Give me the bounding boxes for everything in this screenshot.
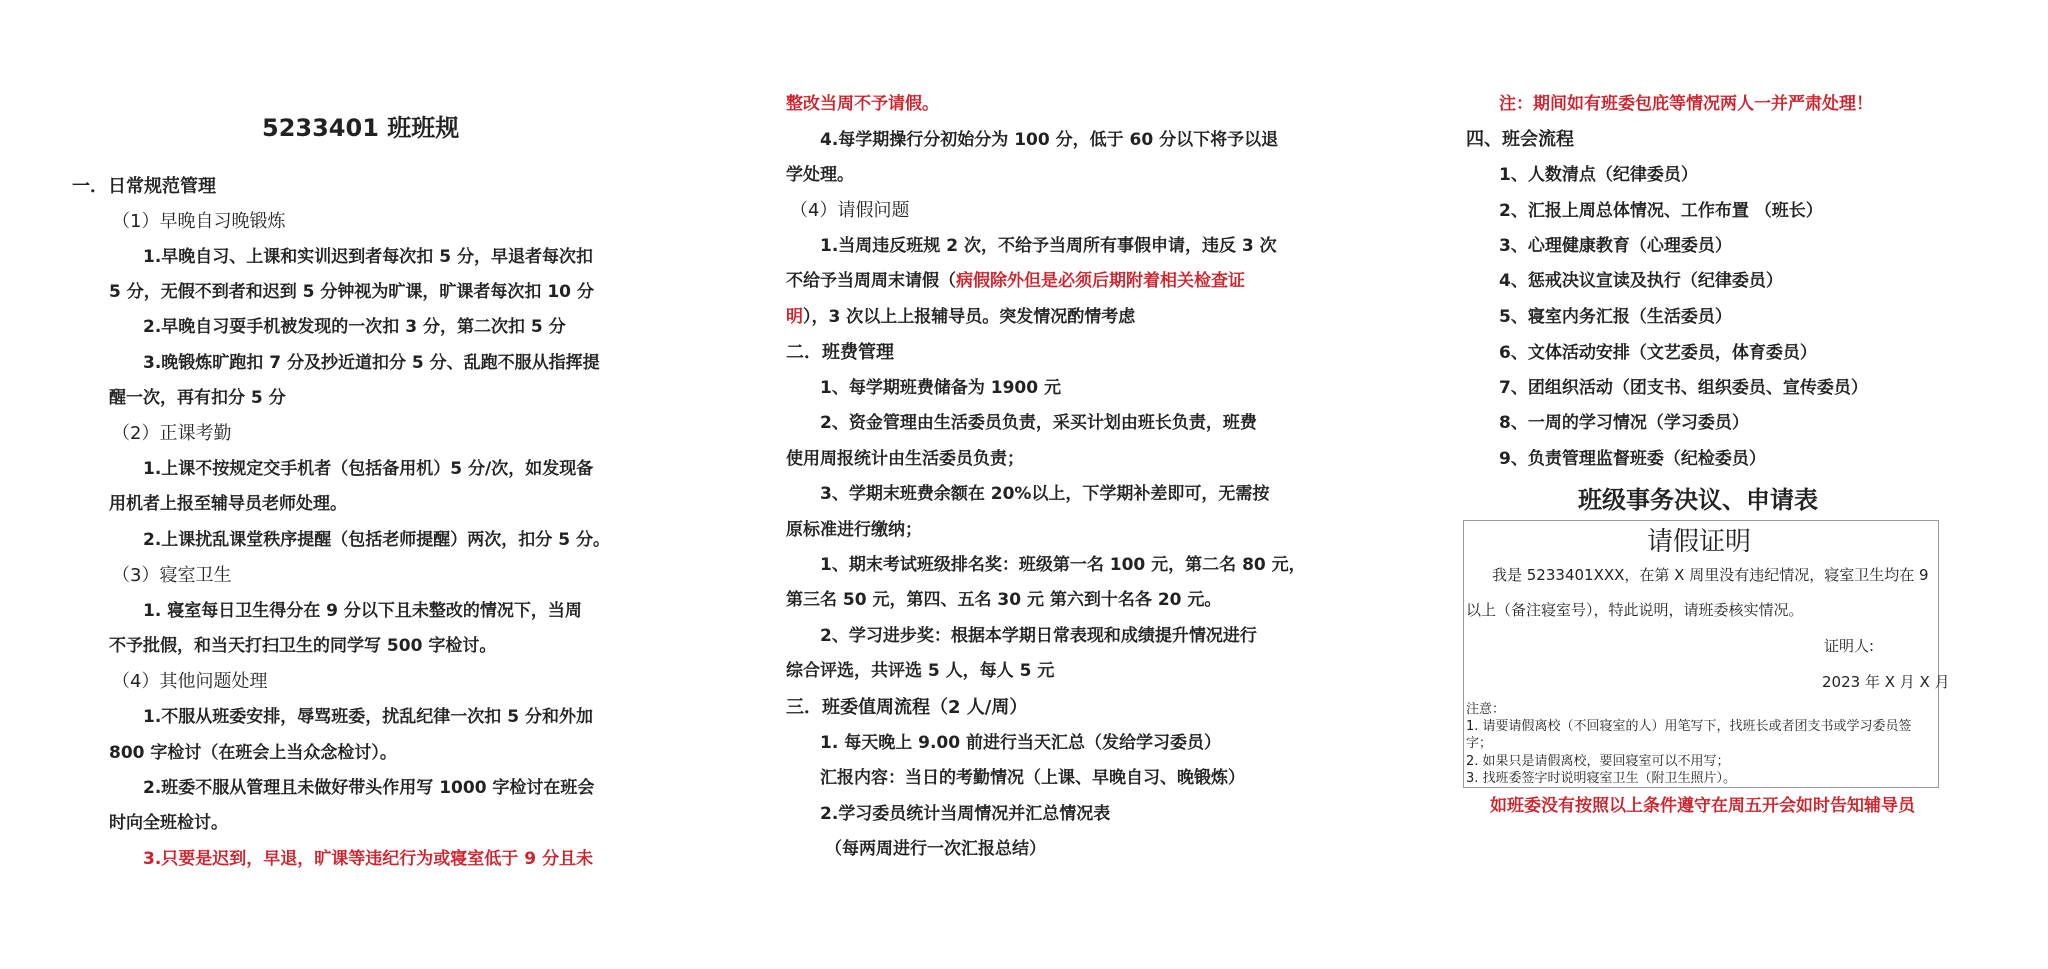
form-date: 2023 年 X 月 X 月 xyxy=(1822,673,1950,691)
meeting-step: 4、惩戒决议宣读及执行（纪律委员） xyxy=(1499,271,1783,291)
duty-step: 2.学习委员统计当周情况并汇总情况表 xyxy=(820,804,1111,824)
rule-text-highlight: 明 xyxy=(786,307,803,327)
section-heading-2: 二．班费管理 xyxy=(786,342,894,363)
duty-step: 汇报内容：当日的考勤情况（上课、早晚自习、晚锻炼） xyxy=(820,768,1245,788)
form-signer: 证明人: xyxy=(1824,637,1875,655)
form-body-text: 以上（备注寝室号），特此说明，请班委核实情况。 xyxy=(1466,601,1804,619)
subsection-heading: （4）其他问题处理 xyxy=(112,671,268,692)
rule-text xyxy=(786,269,1245,293)
meeting-step: 6、文体活动安排（文艺委员，体育委员） xyxy=(1499,343,1817,363)
fee-rule: 使用周报统计由生活委员负责； xyxy=(786,449,1024,469)
rule-text: 用机者上报至辅导员老师处理。 xyxy=(109,494,347,514)
form-title: 请假证明 xyxy=(1647,527,1752,557)
fee-rule: 2、学习进步奖：根据本学期日常表现和成绩提升情况进行 xyxy=(820,626,1257,646)
meeting-step: 1、人数清点（纪律委员） xyxy=(1499,165,1698,185)
rule-text xyxy=(786,305,1135,329)
section-heading-1: 一．日常规范管理 xyxy=(72,176,216,197)
subsection-heading: （4）请假问题 xyxy=(790,200,910,221)
rule-text: 2.班委不服从管理且未做好带头作用写 1000 字检讨在班会 xyxy=(143,778,595,798)
rule-text-highlight: 病假除外但是必须后期附着相关检查证 xyxy=(956,271,1245,291)
rule-text: 学处理。 xyxy=(786,165,854,185)
meeting-step: 5、寝室内务汇报（生活委员） xyxy=(1499,307,1732,327)
form-note: 2. 如果只是请假离校，要回寝室可以不用写； xyxy=(1466,754,1730,769)
rule-text: 1.不服从班委安排，辱骂班委，扰乱纪律一次扣 5 分和外加 xyxy=(143,707,593,727)
fee-rule: 1、每学期班费储备为 1900 元 xyxy=(820,378,1061,398)
meeting-step: 8、一周的学习情况（学习委员） xyxy=(1499,413,1749,433)
meeting-step: 7、团组织活动（团支书、组织委员、宣传委员） xyxy=(1499,378,1868,398)
meeting-step: 3、心理健康教育（心理委员） xyxy=(1499,236,1732,256)
rule-text: 1.早晚自习、上课和实训迟到者每次扣 5 分，早退者每次扣 xyxy=(143,247,593,267)
rule-text-part: 不给予当周周末请假（ xyxy=(786,271,956,291)
leave-certificate-form xyxy=(1463,520,1950,788)
rule-text: 3.晚锻炼旷跑扣 7 分及抄近道扣分 5 分、乱跑不服从指挥提 xyxy=(143,353,600,373)
fee-rule: 原标准进行缴纳； xyxy=(786,520,922,540)
form-body-text: 我是 5233401XXX，在第 X 周里没有违纪情况，寝室卫生均在 9 xyxy=(1492,566,1929,584)
bottom-warning: 如班委没有按照以上条件遵守在周五开会如时告知辅导员 xyxy=(1490,796,1915,816)
subsection-heading: （1）早晚自习晚锻炼 xyxy=(112,211,286,232)
rule-text: 4.每学期操行分初始分为 100 分，低于 60 分以下将予以退 xyxy=(820,130,1279,150)
fee-rule: 第三名 50 元，第四、五名 30 元 第六到十名各 20 元。 xyxy=(786,590,1222,610)
rule-text: 1.上课不按规定交手机者（包括备用机）5 分/次，如发现备 xyxy=(143,459,594,479)
rule-text-highlight: 整改当周不予请假。 xyxy=(786,94,939,114)
form-note: 3. 找班委签字时说明寝室卫生（附卫生照片）。 xyxy=(1466,771,1737,786)
rule-text: 800 字检讨（在班会上当众念检讨）。 xyxy=(109,743,397,763)
meeting-step: 2、汇报上周总体情况、工作布置 （班长） xyxy=(1499,201,1823,221)
subsection-heading: （2）正课考勤 xyxy=(112,423,232,444)
rule-text: 醒一次，再有扣分 5 分 xyxy=(109,388,286,408)
rule-text: 2.早晚自习耍手机被发现的一次扣 3 分，第二次扣 5 分 xyxy=(143,317,566,337)
fee-rule: 1、期末考试班级排名奖：班级第一名 100 元，第二名 80 元， xyxy=(820,555,1306,575)
section-heading-3: 三．班委值周流程（2 人/周） xyxy=(786,697,1028,718)
duty-step: 1. 每天晚上 9.00 前进行当天汇总（发给学习委员） xyxy=(820,733,1221,753)
rule-text: 5 分，无假不到者和迟到 5 分钟视为旷课，旷课者每次扣 10 分 xyxy=(109,282,594,302)
form-note-label: 注意： xyxy=(1466,702,1506,717)
fee-rule: 2、资金管理由生活委员负责，采买计划由班长负责，班费 xyxy=(820,413,1257,433)
duty-step: （每两周进行一次汇报总结） xyxy=(825,839,1046,859)
section-heading-4: 四、班会流程 xyxy=(1466,129,1574,150)
rule-text-part: ），3 次以上上报辅导员。突发情况酌情考虑 xyxy=(803,307,1136,327)
note-warning: 注：期间如有班委包庇等情况两人一并严肃处理！ xyxy=(1499,94,1873,114)
fee-rule: 3、学期末班费余额在 20%以上，下学期补差即可，无需按 xyxy=(820,484,1270,504)
form-note: 1. 请要请假离校（不回寝室的人）用笔写下，找班长或者团支书或学习委员签字； xyxy=(1466,719,1912,751)
rule-text: 时向全班检讨。 xyxy=(109,813,228,833)
meeting-step: 9、负责管理监督班委（纪检委员） xyxy=(1499,449,1766,469)
rule-text: 2.上课扰乱课堂秩序提醒（包括老师提醒）两次，扣分 5 分。 xyxy=(143,530,610,550)
subsection-heading: （3）寝室卫生 xyxy=(112,565,232,586)
rule-text: 不予批假，和当天打扫卫生的同学写 500 字检讨。 xyxy=(109,636,497,656)
page-title: 5233401 班班规 xyxy=(262,114,460,142)
rule-text-highlight: 3.只要是迟到，早退，旷课等违纪行为或寝室低于 9 分且未 xyxy=(143,849,593,869)
rule-text: 1.当周违反班规 2 次，不给予当周所有事假申请，违反 3 次 xyxy=(820,236,1277,256)
fee-rule: 综合评选，共评选 5 人，每人 5 元 xyxy=(786,661,1055,681)
form-section-title: 班级事务决议、申请表 xyxy=(1578,486,1818,514)
rule-text: 1. 寝室每日卫生得分在 9 分以下且未整改的情况下，当周 xyxy=(143,601,582,621)
